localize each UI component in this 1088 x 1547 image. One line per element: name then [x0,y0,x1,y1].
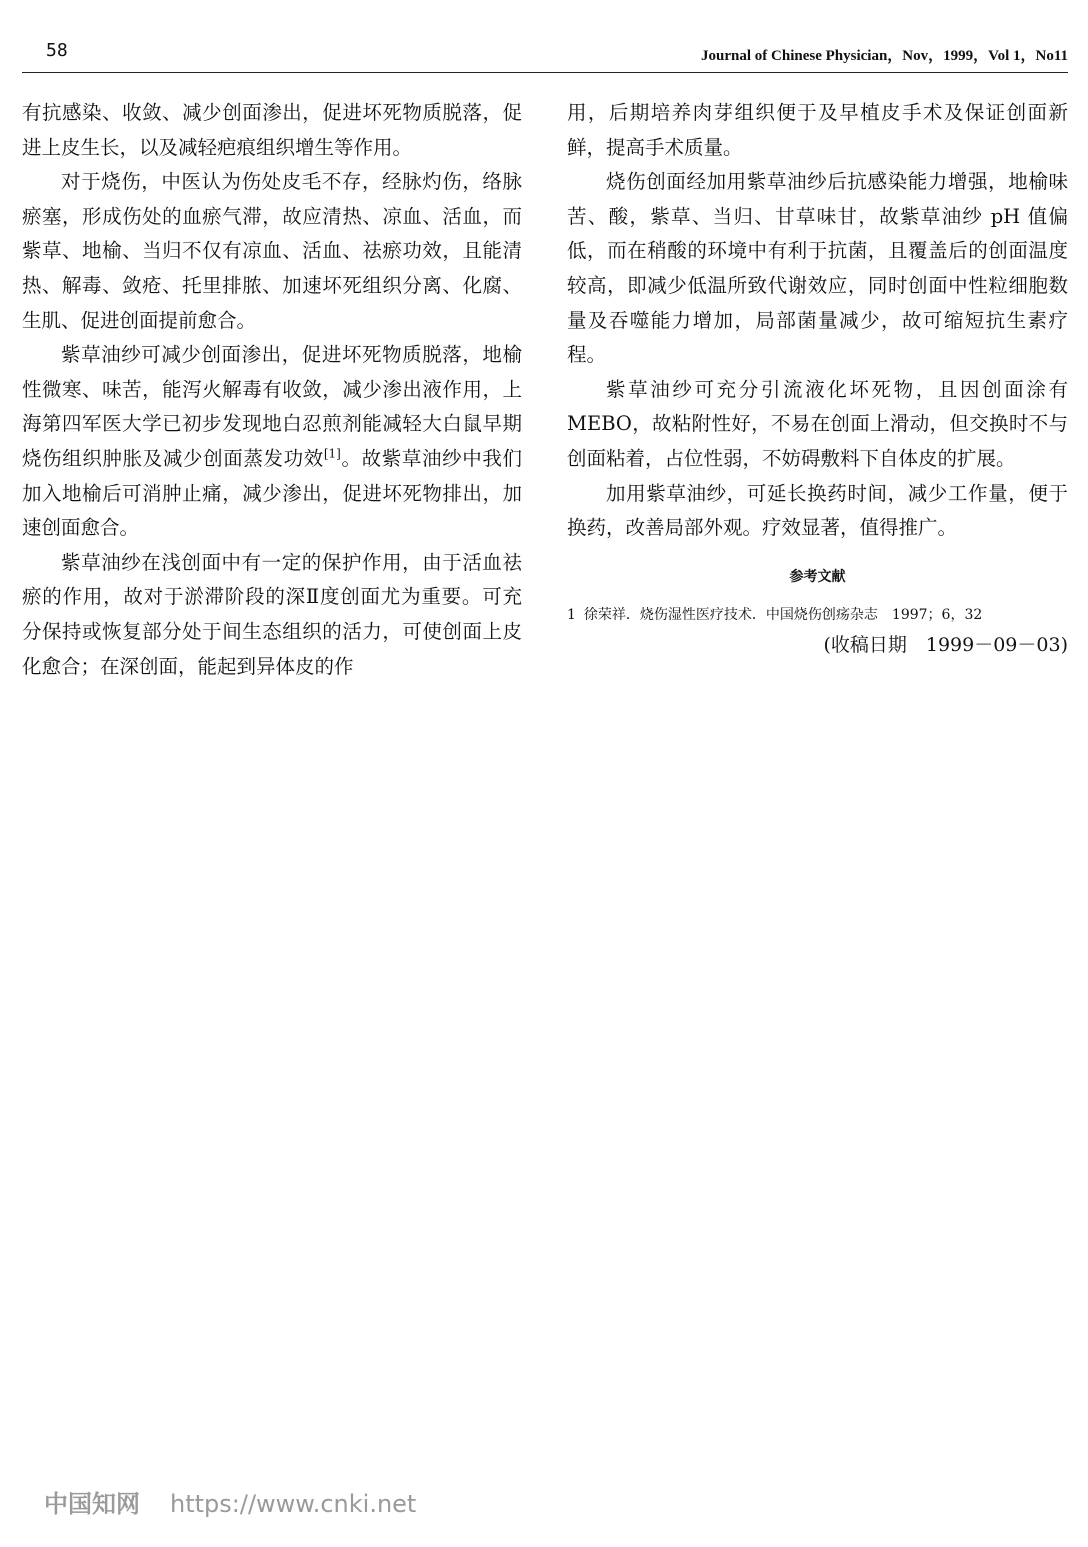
right-paragraph-1: 用，后期培养肉芽组织便于及早植皮手术及保证创面新鲜，提高手术质量。 [567,101,1068,159]
references-title: 参考文献 [789,568,846,585]
left-paragraph-1: 有抗感染、收敛、减少创面渗出，促进坏死物质脱落，促进上皮生长，以及减轻疤痕组织增生等作用。 [22,101,522,159]
left-paragraph-3-text-a: 紫草油纱可减少创面渗出，促进坏死物质脱落，地榆性微寒、味苦，能泻火解毒有收敛，减少渗出液作用，上海第四军医大学已初步发现地白忍煎剂能减轻大白鼠早期烧伤组织肿胀及减少创面蒸发功效 [22,343,522,470]
right-paragraph-2: 烧伤创面经加用紫草油纱后抗感染能力增强，地榆味苦、酸，紫草、当归、甘草味甘，故紫草油纱 pH 值偏低，而在稍酸的环境中有利于抗菌，且覆盖后的创面温度较高，即减少低温所致代谢效应，同时创面中性粒细胞数量及吞噬能力增加，局部菌量减少，故可缩短抗生素疗程。 [567,170,1068,367]
reference-text: 徐荣祥．烧伤湿性医疗技术．中国烧伤创疡杂志 1997；6，32 [583,606,983,623]
page-number: 58 [46,40,68,61]
received-date: (收稿日期 1999－09－03) [823,633,1068,656]
left-paragraph-3-text-b: 。故紫草油纱中我们加入地榆后可消肿止痛，减少渗出，促进坏死物排出，加速创面愈合。 [22,446,522,540]
watermark-url[interactable]: https://www.cnki.net [170,1490,417,1518]
right-paragraph-4: 加用紫草油纱，可延长换药时间，减少工作量，便于换药，改善局部外观。疗效显著，值得推广。 [567,481,1068,540]
left-paragraph-2: 对于烧伤，中医认为伤处皮毛不存，经脉灼伤，络脉瘀塞，形成伤处的血瘀气滞，故应清热、凉血、活血，而紫草、地榆、当归不仅有凉血、活血、祛瘀功效，且能清热、解毒、敛疮、托里排脓、加速坏死组织分离、化腐、生肌、促进创面提前愈合。 [22,170,522,332]
left-column [22,96,522,684]
reference-item [567,598,1068,632]
right-paragraph-3: 紫草油纱可充分引流液化坏死物，且因创面涂有MEBO，故粘附性好，不易在创面上滑动，但交换时不与创面粘着，占位性弱，不妨碍敷料下自体皮的扩展。 [567,377,1068,470]
reference-number: 1 [567,606,576,623]
left-paragraph-3 [22,338,522,546]
journal-citation: Journal of Chinese Physician，Nov，1999，Vol 1，No11 [701,48,1068,64]
running-header [22,38,1068,73]
right-column [567,96,1068,658]
citation-ref-1[interactable]: [1] [323,446,341,461]
watermark-brand: 中国知网 [44,1490,140,1518]
cnki-watermark [44,1484,416,1519]
left-paragraph-4: 紫草油纱在浅创面中有一定的保护作用，由于活血祛瘀的作用，故对于淤滞阶段的深Ⅱ度创面尤为重要。可充分保持或恢复部分处于间生态组织的活力，可使创面上皮化愈合；在深创面，能起到异体皮的作 [22,550,522,678]
